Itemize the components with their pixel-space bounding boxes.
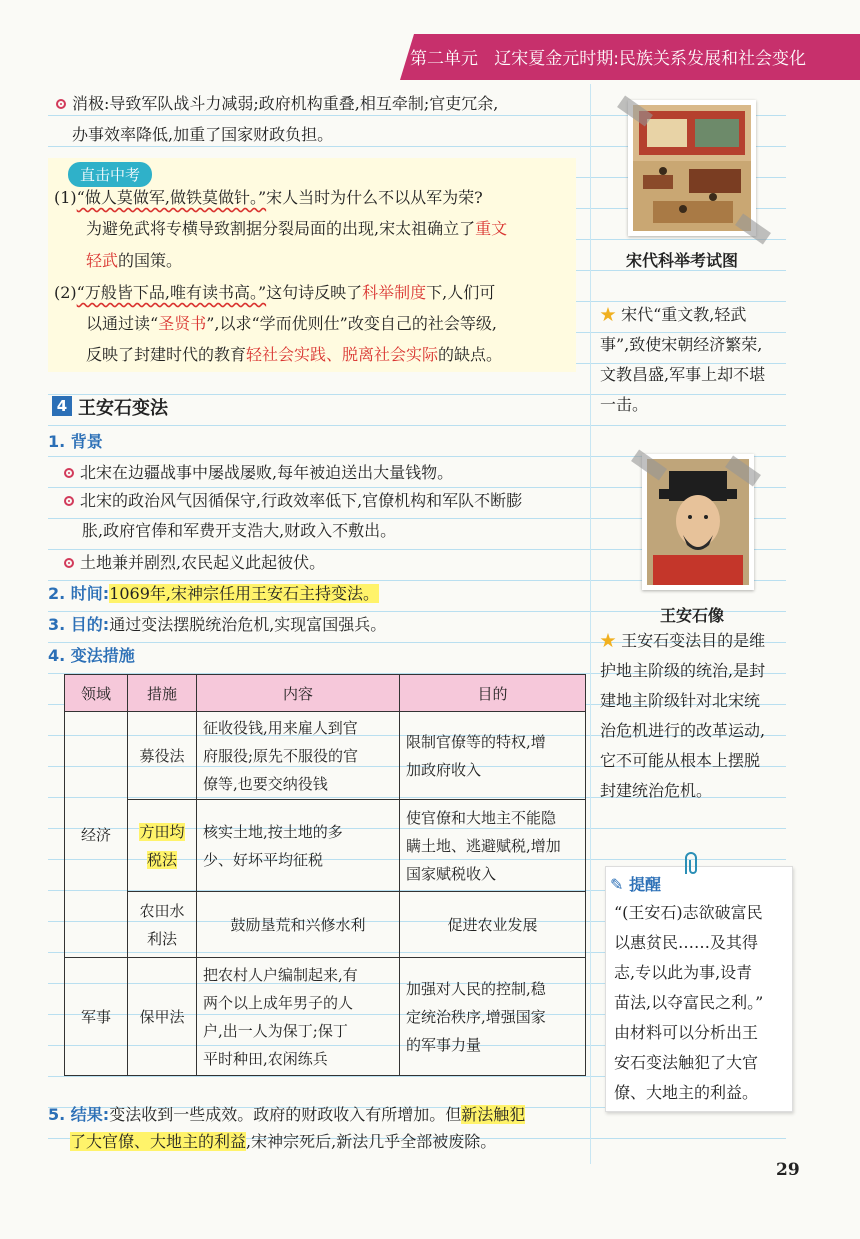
table-row [65, 958, 586, 1076]
sidebar-note-2: ★ 王安石变法目的是维 护地主阶级的统治,是封 建地主阶级针对北宋统 治危机进行的改革运动, 它不可能从根本上摆脱 封建统治危机。 [600, 631, 766, 800]
background-item-2-cont: 胀,政府官俸和军费开支浩大,财政入不敷出。 [82, 521, 397, 540]
content-cell: 征收役钱,用来雇人到官 府服役;原先不服役的官 僚等,也要交纳役钱 [197, 712, 400, 800]
table-header: 领域 [65, 675, 128, 712]
table-header: 措施 [128, 675, 197, 712]
content-cell: 把农村人户编制起来,有 两个以上成年男子的人 户,出一人为保丁;保丁 平时种田,农闲练兵 [197, 958, 400, 1076]
field-cell: 经济 [65, 712, 128, 958]
purpose-cell: 促进农业发展 [400, 892, 586, 958]
content-cell: 鼓励垦荒和兴修水利 [197, 892, 400, 958]
bullet-icon [64, 468, 74, 478]
intro-line-2: 办事效率降低,加重了国家财政负担。 [72, 125, 334, 144]
goal-line: 3. 目的:通过变法摆脱统治危机,实现富国强兵。 [48, 615, 387, 634]
table-row [65, 800, 586, 892]
star-icon: ★ [600, 631, 617, 650]
purpose-cell: 使官僚和大地主不能隐 瞒土地、逃避赋税,增加 国家赋税收入 [400, 800, 586, 892]
exam-a2-line1: 以通过读“圣贤书”,以求“学而优则仕”改变自己的社会等级, [86, 314, 497, 333]
sidebar-note-1: ★ 宋代“重文教,轻武 事”,致使宋朝经济繁荣, 文教昌盛,军事上却不堪 一击。 [600, 305, 766, 414]
reminder-text: “(王安石)志欲破富民 以惠贫民……及其得 志,专以此为事,设青 苗法,以夺富民之利。” 由材料可以分析出王 安石变法触犯了大官 僚、大地主的利益。 [614, 903, 764, 1102]
exam-q2: (2)“万般皆下品,唯有读书高。”这句诗反映了科举制度下,人们可 [54, 283, 496, 302]
content-cell: 核实土地,按土地的多 少、好坏平均征税 [197, 800, 400, 892]
portrait-icon [647, 459, 749, 585]
table-row [65, 712, 586, 800]
unit-title: 辽宋夏金元时期:民族关系发展和社会变化 [494, 49, 806, 69]
star-icon: ★ [600, 305, 617, 324]
reminder-title: ✎ 提醒 [610, 875, 661, 894]
purpose-cell: 限制官僚等的特权,增 加政府收入 [400, 712, 586, 800]
header-title [410, 44, 806, 69]
section-title: 王安石变法 [78, 398, 168, 419]
page-number: 29 [776, 1160, 800, 1180]
section-number: 4 [52, 396, 72, 416]
caption-exam-painting: 宋代科举考试图 [626, 251, 739, 270]
intro-line-1: 消极:导致军队战斗力减弱;政府机构重叠,相互牵制;官吏冗余, [56, 93, 498, 115]
background-item-1: 北宋在边疆战事中屡战屡败,每年被迫送出大量钱物。 [64, 462, 453, 484]
bullet-icon [56, 99, 66, 109]
measures-heading: 4. 变法措施 [48, 646, 135, 665]
pencil-icon: ✎ [610, 875, 624, 894]
ruled-line [48, 425, 786, 426]
table-header: 内容 [197, 675, 400, 712]
bullet-icon [64, 558, 74, 568]
background-item-2: 北宋的政治风气因循保守,行政效率低下,官僚机构和军队不断膨 [64, 490, 522, 512]
exam-painting-icon [633, 105, 751, 231]
measure-cell: 保甲法 [128, 958, 197, 1076]
result-line-2: 了大官僚、大地主的利益,宋神宗死后,新法几乎全部被废除。 [70, 1132, 497, 1151]
bullet-icon [64, 496, 74, 506]
exam-a1-line2: 轻武的国策。 [86, 251, 183, 270]
paperclip-icon [680, 852, 702, 876]
measure-cell: 农田水 利法 [128, 892, 197, 958]
measure-cell: 募役法 [128, 712, 197, 800]
background-heading: 1. 背景 [48, 432, 103, 451]
measures-table [64, 674, 586, 1076]
field-cell: 军事 [65, 958, 128, 1076]
table-header-row [65, 675, 586, 712]
margin-divider [590, 84, 591, 1164]
table-row [65, 892, 586, 958]
exam-tag: 直击中考 [68, 162, 152, 187]
exam-a2-line2: 反映了封建时代的教育轻社会实践、脱离社会实际的缺点。 [86, 345, 503, 364]
measure-cell: 方田均 税法 [128, 800, 197, 892]
time-line: 2. 时间:1069年,宋神宗任用王安石主持变法。 [48, 584, 379, 603]
result-line-1: 5. 结果:变法收到一些成效。政府的财政收入有所增加。但新法触犯 [48, 1105, 526, 1124]
table-header: 目的 [400, 675, 586, 712]
exam-a1-line1: 为避免武将专横导致割据分裂局面的出现,宋太祖确立了重文 [86, 219, 508, 238]
caption-portrait: 王安石像 [660, 606, 725, 625]
exam-q1: (1)“做人莫做军,做铁莫做针。”宋人当时为什么不以从军为荣? [54, 188, 483, 207]
unit-label: 第二单元 [410, 49, 478, 69]
purpose-cell: 加强对人民的控制,稳 定统治秩序,增强国家 的军事力量 [400, 958, 586, 1076]
background-item-3: 土地兼并剧烈,农民起义此起彼伏。 [64, 552, 325, 574]
